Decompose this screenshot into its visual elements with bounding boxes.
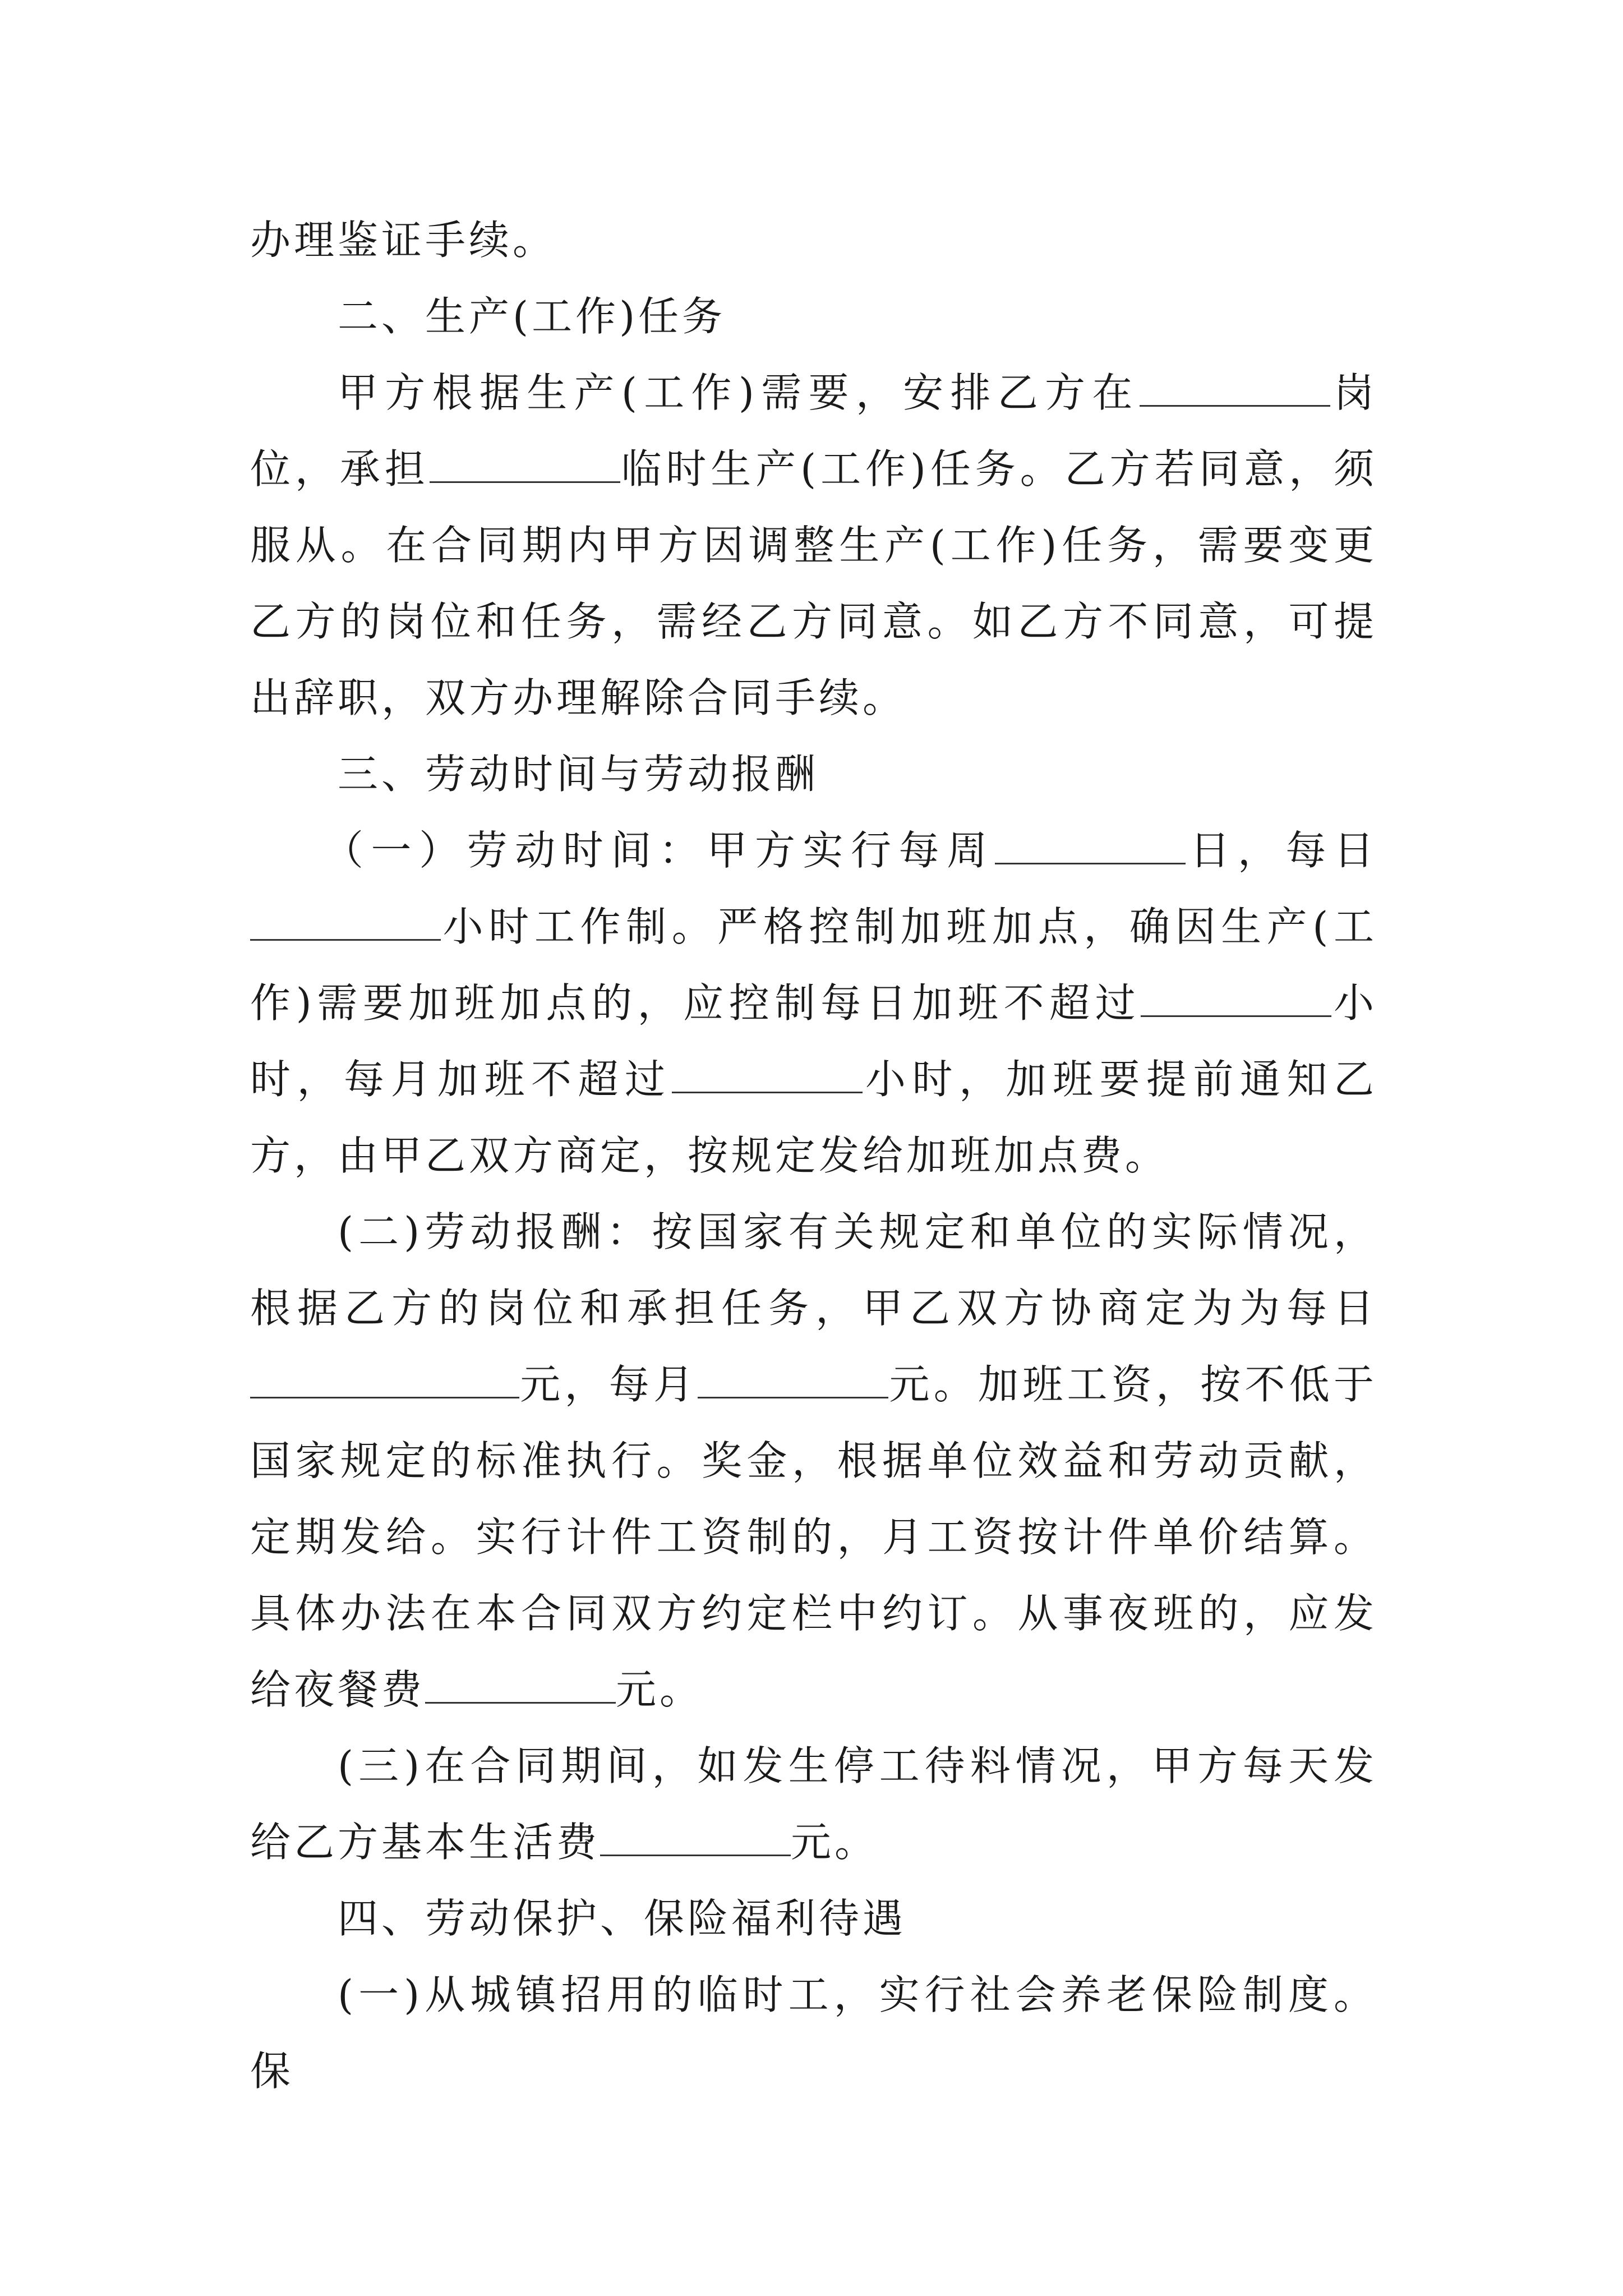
text-segment: 岗位，承担 (250, 369, 1377, 493)
text-segment: 元。加班工资，按不低于国家规定的标准执行。奖金，根据单位效益和劳动贡献，定期发给。实行计件工资制的，月工资按计件单价结算。具体办法在本合同双方约定栏中约订。从事夜班的，应发给夜餐费 (250, 1361, 1377, 1713)
paragraph-working-hours (250, 812, 1377, 1194)
text-segment: 元。 (791, 1819, 879, 1866)
text-segment: （一）劳动时间：甲方实行每周 (323, 827, 995, 874)
heading-text: 二、生产(工作)任务 (338, 293, 726, 340)
heading-text: 四、劳动保护、保险福利待遇 (338, 1895, 907, 1942)
text-segment: 小时，每月加班不超过 (250, 979, 1377, 1103)
blank-field-night-meal-fee[interactable] (425, 1667, 616, 1704)
text-segment: 临时生产(工作)任务。乙方若同意，须服从。在合同期内甲方因调整生产(工作)任务，需要变更乙方的岗位和任务，需经乙方同意。如乙方不同意，可提出辞职，双方办理解除合同手续。 (250, 445, 1377, 721)
text-segment: (二)劳动报酬：按国家有关规定和单位的实际情况，根据乙方的岗位和承担任务，甲乙双方协商定为为每日 (250, 1208, 1377, 1332)
blank-field-hours-per-day[interactable] (250, 904, 441, 941)
text-segment: 小时，加班要提前通知乙方，由甲乙双方商定，按规定发给加班加点费。 (250, 1056, 1377, 1179)
text-segment: 小时工作制。严格控制加班加点，确因生产(工作)需要加班加点的，应控制每日加班不超过 (250, 903, 1377, 1027)
text-segment: 日，每日 (1185, 827, 1377, 874)
blank-field-monthly-overtime[interactable] (672, 1057, 863, 1093)
section-heading-4 (250, 1880, 1377, 1957)
section-heading-2 (250, 278, 1377, 355)
text-segment: (三)在合同期间，如发生停工待料情况，甲方每天发给乙方基本生活费 (250, 1742, 1377, 1866)
text-segment: (一)从城镇招用的临时工，实行社会养老保险制度。保 (250, 1971, 1377, 2095)
text-segment: 元，每月 (519, 1361, 698, 1408)
blank-field-days-per-week[interactable] (995, 828, 1186, 864)
paragraph-remuneration (250, 1194, 1377, 1728)
blank-field-living-allowance[interactable] (600, 1820, 791, 1856)
contract-body (250, 202, 1377, 2109)
blank-field-daily-overtime[interactable] (1141, 981, 1331, 1017)
paragraph-task-assignment (250, 355, 1377, 736)
blank-field-monthly-wage[interactable] (698, 1362, 888, 1398)
section-heading-3 (250, 736, 1377, 812)
paragraph-work-stoppage (250, 1728, 1377, 1880)
text-line: 办理鉴证手续。 (250, 217, 557, 264)
paragraph-continuation (250, 202, 1377, 278)
blank-field-daily-wage[interactable] (250, 1362, 519, 1398)
blank-field-task[interactable] (430, 447, 620, 483)
paragraph-pension-insurance (250, 1957, 1377, 2109)
text-segment: 元。 (616, 1666, 704, 1713)
heading-text: 三、劳动时间与劳动报酬 (338, 751, 819, 798)
blank-field-position[interactable] (1140, 370, 1330, 407)
text-segment: 甲方根据生产(工作)需要，安排乙方在 (338, 369, 1140, 416)
